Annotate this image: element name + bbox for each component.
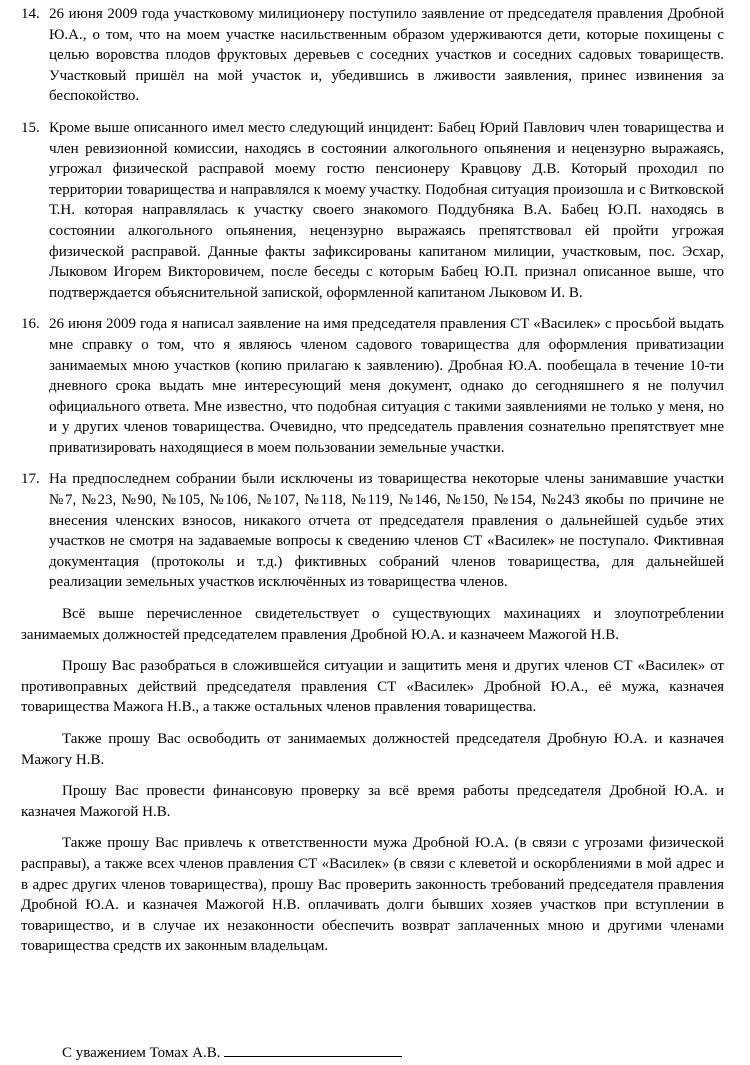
list-item-16 (21, 314, 724, 458)
paragraph-summary: Всё выше перечисленное свидетельствует о существующих махинациях и злоупотреблении занимаемых должностей председателем правления Дробной Ю.А. и казначеем Мажогой Н.В. (21, 606, 724, 643)
paragraph-request-audit: Прошу Вас провести финансовую проверку за всё время работы председателя Дробной Ю.А. и казначея Мажогой Н.В. (21, 783, 724, 820)
item-text: Кроме выше описанного имел место следующий инцидент: Бабец Юрий Павлович член товарищества и член ревизионной комиссии, находясь в состоянии алкогольного опьянения и нецензурно выражаясь, угрожал физической расправой моему гостю пенсионеру Кравцову Д.В. Который проходил по территории товарищества и направлялся к моему участку. Подобная ситуация произошла и с Витковской Т.Н. которая направлялась к участку своего знакомого Поддубняка В.А. Бабец Ю.П. находясь в состоянии алкогольного опьянения, нецензурно выражаясь препятствовал ей пройти угрожая физической расправой. Данные факты зафиксированы капитаном милиции, участковым, пос. Эсхар, Лыковом Игорем Викторовичем, после беседы с которым Бабец Ю.П. признал описанное выше, что подтверждается объяснительной запиской, оформленной капитаном Лыковом И. В. (49, 119, 724, 301)
paragraph-request-liability: Также прошу Вас привлечь к ответственности мужа Дробной Ю.А. (в связи с угрозами физической расправы), а также всех членов правления СТ «Василек» (в связи с клеветой и оскорблениями в мой адрес и в адрес других членов товарищества), прошу Вас проверить законность требований председателя правления Дробной Ю.А. и казначея Мажогой Н.В. оплачивать долги бывших хозяев участков при вступлении в товарищество, и в случае их незаконности обеспечить возврат заплаченных мною и другими членами товарищества средств их законным владельцам. (21, 835, 724, 955)
item-text: 26 июня 2009 года я написал заявление на имя председателя правления СТ «Василек» с просьбой выдать мне справку о том, что я являюсь членом садового товарищества для оформления приватизации занимаемых мною участков (копию прилагаю к заявлению). Дробная Ю.А. пообещала в течение 10-ти дневного срока выдать мне интересующий меня документ, однако до сегодняшнего я не получил официального ответа. Мне известно, что подобная ситуация с такими заявлениями не только у меня, но и у других членов товарищества. Очевидно, что председатель правления сознательно препятствует мне приватизировать находящиеся в моем пользовании земельные участки. (49, 316, 724, 456)
paragraph-request-protection: Прошу Вас разобраться в сложившейся ситуации и защитить меня и других членов СТ «Василек» от противоправных действий председателя правления СТ «Василек» Дробной Ю.А., её мужа, казначея товарищества Мажога Н.В., а также остальных членов правления товарищества. (21, 658, 724, 716)
item-number: 17. (21, 471, 40, 488)
signature-block (62, 1041, 402, 1063)
list-item-17 (21, 469, 724, 593)
item-number: 16. (21, 316, 40, 333)
item-text: На предпоследнем собрании были исключены из товарищества некоторые члены занимавшие участки №7, №23, №90, №105, №106, №107, №118, №119, №146, №150, №154, №243 якобы по причине не внесения членских взносов, никакого отчета от председателя правления о дальнейшей судьбе этих участков не смотря на задаваемые вопросы к сведению членов СТ «Василек» не поступало. Фиктивная документация (протоколы и т.д.) фиктивных собраний членов товарищества, для дальнейшей реализации земельных участков исключённых из товарищества членов. (49, 471, 724, 591)
item-text: 26 июня 2009 года участковому милиционеру поступило заявление от председателя правления Дробной Ю.А., о том, что на моем участке насильственным образом удерживаются дети, которые похищены с целью воровства плодов фруктовых деревьев с соседних участков и соседних садовых товариществ. Участковый пришёл на мой участок и, убедившись в лживости заявления, принес извинения за беспокойство. (49, 6, 724, 105)
item-number: 15. (21, 119, 40, 136)
list-item-14 (21, 4, 724, 107)
list-item-15 (21, 118, 724, 303)
signature-text: С уважением Томах А.В. (62, 1045, 221, 1061)
document-page (0, 4, 750, 968)
paragraph-request-dismissal: Также прошу Вас освободить от занимаемых должностей председателя Дробную Ю.А. и казначея Мажогу Н.В. (21, 731, 724, 768)
signature-line (224, 1041, 402, 1057)
item-number: 14. (21, 6, 40, 22)
